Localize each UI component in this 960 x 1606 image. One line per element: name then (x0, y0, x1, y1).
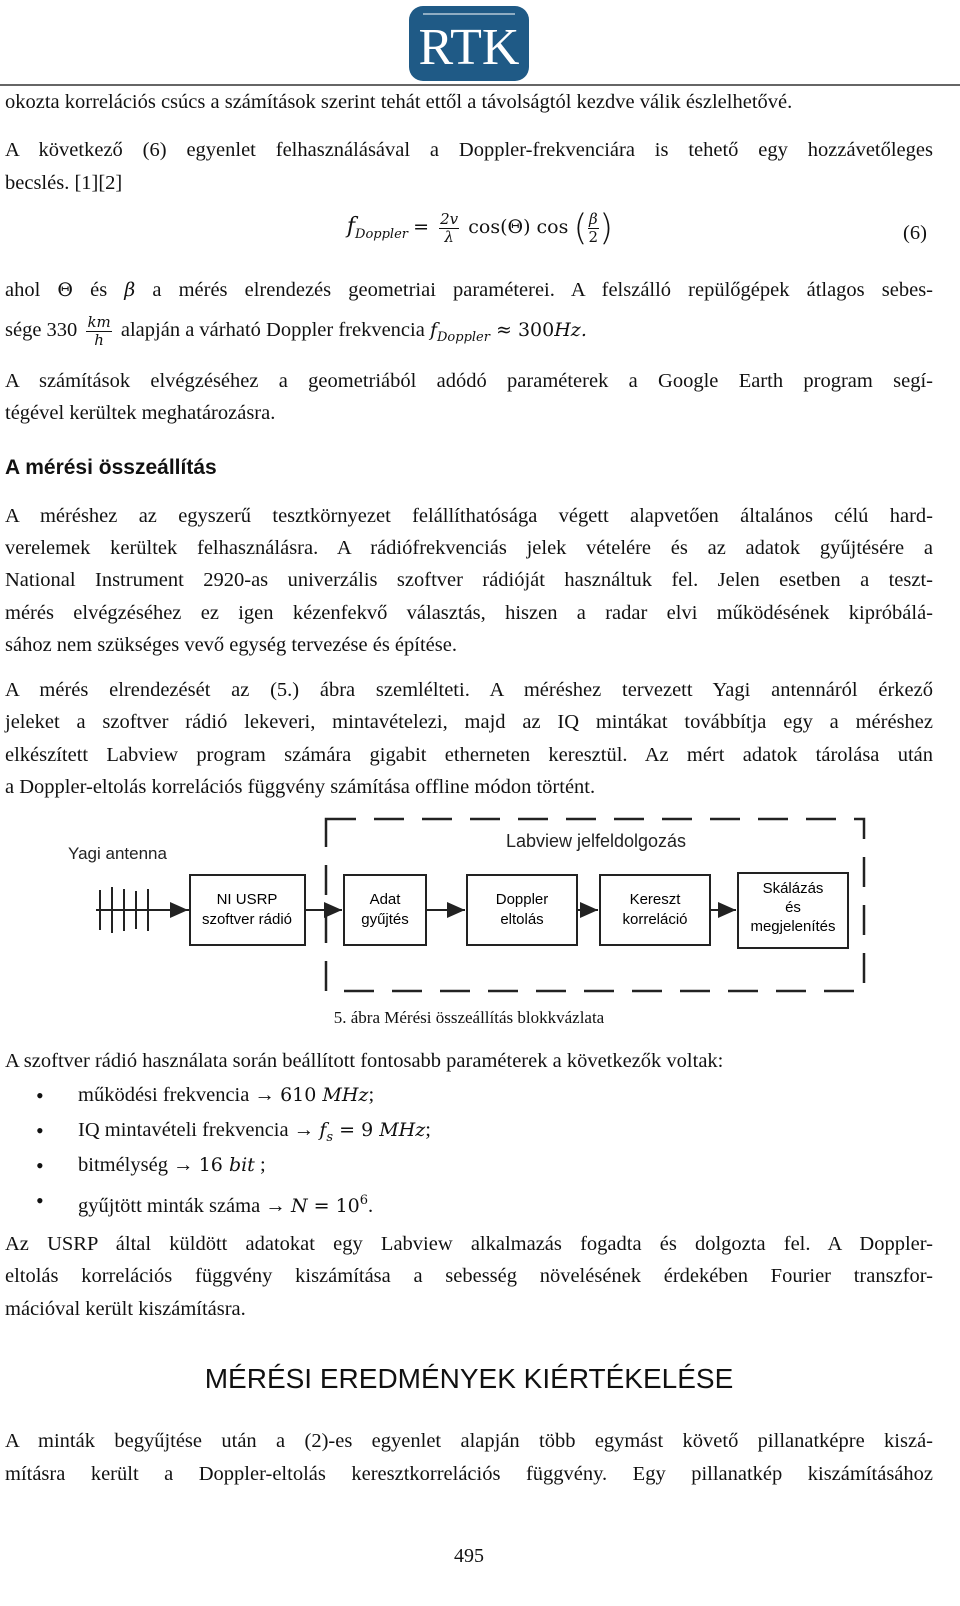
rtk-logo-text: RTK (418, 19, 520, 76)
labview-group-label: Labview jelfeldolgozás (505, 831, 687, 851)
labview-line-3: mációval került kiszámításra. (5, 1298, 246, 1320)
subheading-measurement-setup: A mérési összeállítás (5, 456, 217, 479)
setup-line-2: verelemek kerültek felhasználásra. A rádiófrekvenciás jelek vételére és az adatok gyűjtésére a (5, 537, 933, 559)
list-item: • IQ mintavételi frekvencia → $f_s = 9$ MHz; (30, 1113, 431, 1148)
params-list (30, 1078, 431, 1218)
arrangement-line-2: jeleket a szoftver rádió lekeveri, mintavételezi, majd az IQ mintákat továbbítja egy a méréshez (5, 711, 933, 733)
arrangement-line-4: a Doppler-eltolás korrelációs függvény számítása offline módon történt. (5, 776, 596, 798)
arrangement-line-1: A mérés elrendezését az (5.) ábra szemlélteti. A méréshez tervezett Yagi antennáról érkező (5, 679, 933, 701)
block-doppler-shift (467, 875, 577, 945)
svg-text:Doppler: Doppler (495, 891, 549, 908)
figure-caption: 5. ábra Mérési összeállítás blokkvázlata (333, 1008, 605, 1027)
svg-text:korreláció: korreláció (622, 911, 688, 928)
paragraph-3-line-1: ahol Θ és β a mérés elrendezés geometriai paraméterei. A felszálló repülőgépek átlagos sebes- (5, 279, 933, 301)
svg-text:eltolás: eltolás (500, 911, 544, 928)
svg-text:Kereszt: Kereszt (629, 891, 681, 908)
yagi-antenna-label: Yagi antenna (68, 844, 167, 863)
eq-fraction: $\frac{2v}{\lambda}$ (440, 209, 459, 246)
block-cross-correlation (600, 875, 710, 945)
block-data-collection (344, 875, 426, 945)
equation-number: (6) (903, 222, 927, 244)
eq-f: f (346, 214, 356, 239)
page-number: 495 (454, 1545, 484, 1567)
setup-line-3: National Instrument 2920-as univerzális szoftver rádióját használtuk fel. Jelen esetben a teszt- (5, 569, 933, 591)
labview-line-2: eltolás korrelációs függvény kiszámítása a sebesség növelésének érdekében Fourier transzfor- (5, 1265, 933, 1287)
list-item: • működési frekvencia → 610 MHz; (30, 1078, 431, 1113)
block-scaling-display (738, 873, 848, 948)
eq-cos: cos(Θ) cos (468, 216, 569, 238)
equation-6: $f_{Doppler}$ = $\frac{2v}{\lambda}$ cos(Θ) cos ( $\frac{\beta}{2}$ ) (346, 207, 614, 249)
paragraph-2-line-1: A következő (6) egyenlet felhasználásával a Doppler-frekvenciára is tehető egy hozzávetőleges (5, 139, 933, 161)
paragraph-4-line-1: A számítások elvégzéséhez a geometriából adódó paraméterek a Google Earth program segí- (5, 370, 933, 392)
block-diagram (60, 815, 880, 1000)
eq-f-sub: Doppler (355, 227, 408, 242)
svg-text:megjelenítés: megjelenítés (750, 918, 836, 935)
setup-line-1: A méréshez az egyszerű tesztkörnyezet felállíthatósága végett alapvetően általános célú hard- (5, 505, 933, 527)
svg-text:szoftver rádió: szoftver rádió (201, 911, 293, 928)
paragraph-4-line-2: tégével kerültek meghatározásra. (5, 402, 276, 424)
rtk-logo (409, 6, 529, 81)
setup-line-5: sához nem szükséges vevő egység tervezése és építése. (5, 634, 457, 656)
results-line-1: A minták begyűjtése után a (2)-es egyenlet alapján több egymást követő pillanatképre kiszá- (5, 1430, 933, 1452)
paragraph-2-line-2: becslés. [1][2] (5, 172, 123, 194)
section-title: MÉRÉSI EREDMÉNYEK KIÉRTÉKELÉSE (204, 1363, 734, 1394)
params-intro: A szoftver rádió használata során beállított fontosabb paraméterek a következők voltak: (5, 1050, 724, 1072)
svg-text:és: és (785, 899, 801, 916)
arrangement-line-3: elkészített Labview program számára gigabit etherneten keresztül. Az mért adatok tárolása után (5, 744, 933, 766)
setup-line-4: mérés elvégzéséhez ez igen kézenfekvő választás, hiszen a radar elvi működésének kipróbálá- (5, 602, 933, 624)
svg-text:Adat: Adat (369, 891, 401, 908)
block-ni-usrp (190, 875, 305, 945)
list-item: • bitmélység → 16 bit ; (30, 1148, 431, 1183)
svg-text:gyűjtés: gyűjtés (361, 911, 409, 928)
paragraph-3-line-2: sége 330 $\frac{km}{h}$ alapján a várható Doppler frekvencia $f_{Doppler} \approx 300Hz$. (5, 312, 587, 349)
paragraph-1-line-1: okozta korrelációs csúcs a számítások szerint tehát ettől a távolságtól kezdve válik észlelhetővé. (5, 91, 793, 113)
list-item: • gyűjtött minták száma → $N = 10^6$. (30, 1183, 431, 1218)
svg-text:NI USRP: NI USRP (216, 891, 278, 908)
svg-text:Skálázás: Skálázás (762, 880, 824, 897)
results-line-2: mításra került a Doppler-eltolás keresztkorrelációs függvény. Egy pillanatkép kiszámításához (5, 1463, 933, 1485)
labview-line-1: Az USRP által küldött adatokat egy Labview alkalmazás fogadta és dolgozta fel. A Doppler- (5, 1233, 933, 1255)
